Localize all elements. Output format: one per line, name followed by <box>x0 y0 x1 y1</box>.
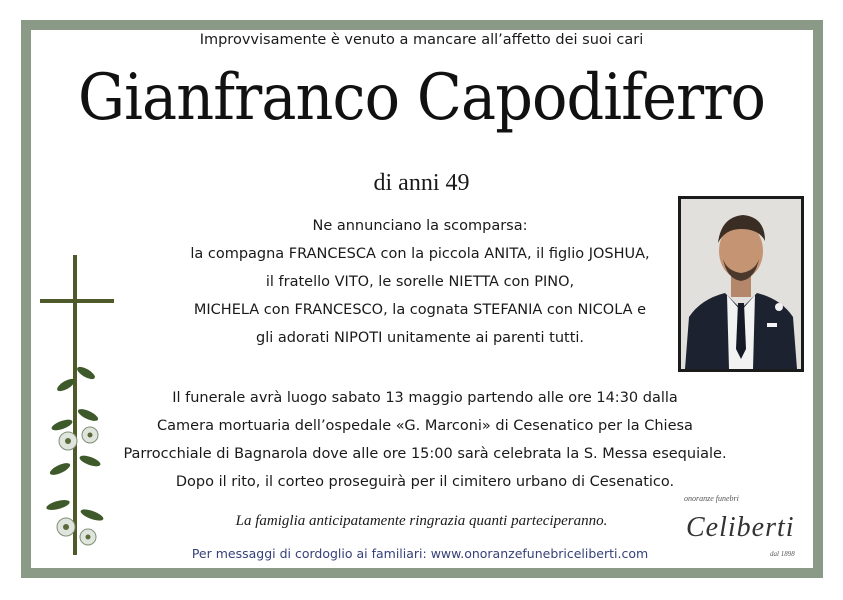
logo-established: dal 1898 <box>770 550 795 558</box>
logo-brand: Celiberti <box>686 512 795 543</box>
deceased-age: di anni 49 <box>373 170 470 196</box>
funeral-details <box>90 384 760 496</box>
thanks-text: La famiglia anticipatamente ringrazia quanti parteciperanno. <box>235 513 608 529</box>
funeral-line: Dopo il rito, il corteo proseguirà per il cimitero urbano di Cesenatico. <box>175 474 675 490</box>
announcement-line: il fratello VITO, le sorelle NIETTA con PINO, <box>265 274 575 290</box>
intro-text: Improvvisamente è venuto a mancare all’affetto dei suoi cari <box>199 32 644 48</box>
announcement-line: MICHELA con FRANCESCO, la cognata STEFANIA con NICOLA e <box>193 302 647 318</box>
announcement-block <box>150 212 690 352</box>
announcement-line: gli adorati NIPOTI unitamente ai parenti tutti. <box>255 330 585 346</box>
contact-text: Per messaggi di cordoglio ai familiari: www.onoranzefunebriceliberti.com <box>191 546 649 561</box>
portrait-image <box>681 199 801 369</box>
announcement-line: Ne annunciano la scomparsa: <box>312 218 528 234</box>
funeral-line: Parrocchiale di Bagnarola dove alle ore 15:00 sarà celebrata la S. Messa esequiale. <box>123 446 727 462</box>
deceased-name: Gianfranco Capodiferro <box>78 61 765 135</box>
funeral-home-logo <box>678 494 810 562</box>
announcement-line: la compagna FRANCESCA con la piccola ANITA, il figlio JOSHUA, <box>190 246 650 262</box>
logo-subtitle: onoranze funebri <box>684 494 739 503</box>
portrait-photo <box>678 196 804 372</box>
funeral-line: Camera mortuaria dell’ospedale «G. Marconi» di Cesenatico per la Chiesa <box>157 418 693 434</box>
funeral-line: Il funerale avrà luogo sabato 13 maggio partendo alle ore 14:30 dalla <box>172 390 678 406</box>
